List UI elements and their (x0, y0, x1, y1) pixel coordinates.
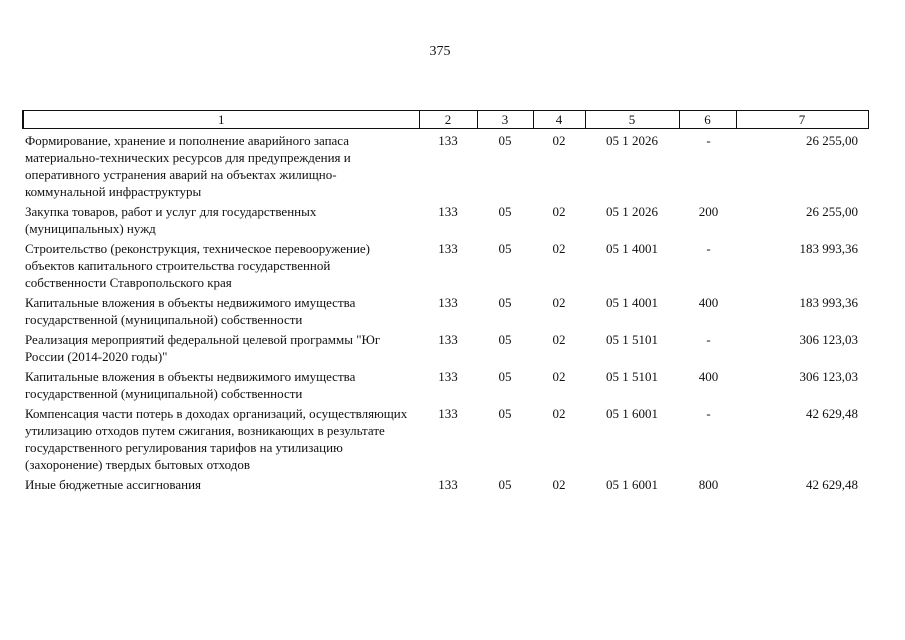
subsection-code: 02 (552, 406, 566, 421)
expense-type-code: - (706, 332, 711, 347)
amount: 26 255,00 (806, 133, 858, 148)
section-code: 05 (498, 406, 512, 421)
row-name: Строительство (реконструкция, техническое перевооружение) объектов капитального строительства государственной собственности Ставропольского края (25, 241, 371, 290)
column-number-header: 4 (533, 111, 585, 129)
expense-type-code: - (706, 133, 711, 148)
subsection-code: 02 (552, 204, 566, 219)
column-number-header: 1 (23, 111, 419, 129)
table-row (23, 402, 868, 473)
ministry-code: 133 (438, 332, 458, 347)
target-code: 05 1 4001 (606, 241, 658, 256)
expense-type-code: 400 (698, 369, 719, 384)
amount: 306 123,03 (799, 369, 858, 384)
ministry-code: 133 (438, 204, 458, 219)
table-row (23, 365, 868, 402)
target-code: 05 1 5101 (606, 332, 658, 347)
expense-type-code: 400 (698, 295, 719, 310)
budget-table (22, 110, 869, 493)
ministry-code: 133 (438, 133, 458, 148)
ministry-code: 133 (438, 477, 458, 492)
row-name: Капитальные вложения в объекты недвижимого имущества государственной (муниципальной) собственности (25, 369, 356, 401)
column-number-header: 3 (477, 111, 533, 129)
expense-type-code: 800 (698, 477, 719, 492)
table-row (23, 328, 868, 365)
target-code: 05 1 2026 (606, 204, 658, 219)
section-code: 05 (498, 369, 512, 384)
amount: 306 123,03 (799, 332, 858, 347)
row-name: Компенсация части потерь в доходах организаций, осуществляющих утилизацию отходов путем сжигания, возникающих в результате государственного регулирования тарифов на утилизацию (захоронение) твердых бытовых отходов (25, 406, 408, 472)
section-code: 05 (498, 477, 512, 492)
amount: 42 629,48 (806, 406, 858, 421)
section-code: 05 (498, 133, 512, 148)
section-code: 05 (498, 241, 512, 256)
table-row (23, 200, 868, 237)
ministry-code: 133 (438, 241, 458, 256)
target-code: 05 1 5101 (606, 369, 658, 384)
ministry-code: 133 (438, 295, 458, 310)
amount: 42 629,48 (806, 477, 858, 492)
page-number: 375 (429, 44, 451, 59)
target-code: 05 1 4001 (606, 295, 658, 310)
column-number-header: 5 (585, 111, 679, 129)
subsection-code: 02 (552, 332, 566, 347)
subsection-code: 02 (552, 241, 566, 256)
ministry-code: 133 (438, 406, 458, 421)
target-code: 05 1 6001 (606, 477, 658, 492)
ministry-code: 133 (438, 369, 458, 384)
section-code: 05 (498, 204, 512, 219)
subsection-code: 02 (552, 295, 566, 310)
subsection-code: 02 (552, 369, 566, 384)
subsection-code: 02 (552, 133, 566, 148)
amount: 183 993,36 (799, 295, 858, 310)
column-number-header: 6 (679, 111, 736, 129)
amount: 183 993,36 (799, 241, 858, 256)
section-code: 05 (498, 295, 512, 310)
table-row (23, 129, 868, 201)
row-name: Формирование, хранение и пополнение аварийного запаса материально-технических ресурсов для предупреждения и оперативного устранения аварий на объектах жилищно-коммунальной инфраструктуры (25, 133, 351, 199)
expense-type-code: 200 (698, 204, 719, 219)
table-row (23, 291, 868, 328)
row-name: Капитальные вложения в объекты недвижимого имущества государственной (муниципальной) собственности (25, 295, 356, 327)
table-row (23, 237, 868, 291)
amount: 26 255,00 (806, 204, 858, 219)
target-code: 05 1 6001 (606, 406, 658, 421)
table-row (23, 473, 868, 493)
subsection-code: 02 (552, 477, 566, 492)
section-code: 05 (498, 332, 512, 347)
column-number-row (23, 111, 868, 129)
expense-type-code: - (706, 241, 711, 256)
row-name: Иные бюджетные ассигнования (25, 477, 202, 492)
column-number-header: 7 (736, 111, 868, 129)
expense-type-code: - (706, 406, 711, 421)
row-name: Реализация мероприятий федеральной целевой программы "Юг России (2014-2020 годы)" (25, 332, 381, 364)
column-number-header: 2 (419, 111, 477, 129)
target-code: 05 1 2026 (606, 133, 658, 148)
row-name: Закупка товаров, работ и услуг для государственных (муниципальных) нужд (25, 204, 317, 236)
